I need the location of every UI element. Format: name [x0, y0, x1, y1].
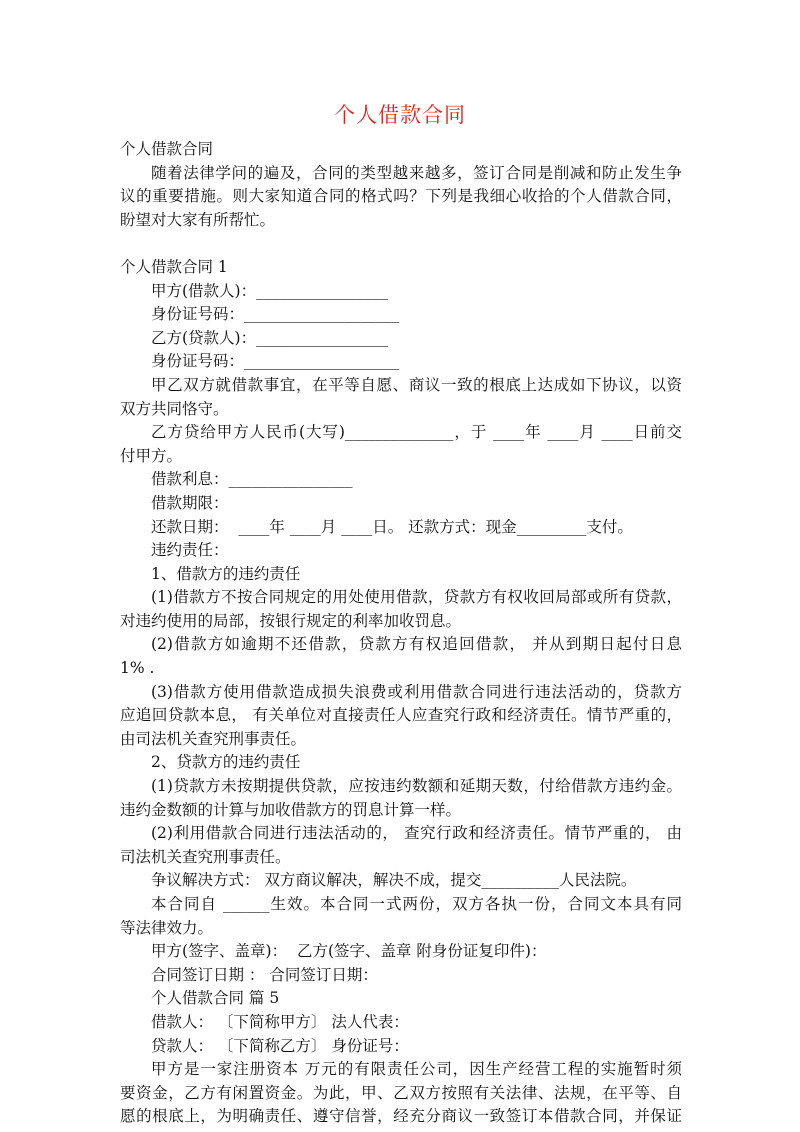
clause-line: 双方共同恪守。	[120, 399, 229, 418]
signature-line: 甲方(签字、盖章)： 乙方(签字、盖章 附身份证复印件)：	[151, 942, 547, 961]
intro-line: 议的重要措施。则大家知道合同的格式吗？下列是我细心收拾的个人借款合同，	[120, 187, 682, 206]
clause-line: (2)利用借款合同进行违法活动的， 查究行政和经济责任。情节严重的， 由	[151, 824, 682, 843]
clause-line: 本合同自 ______生效。本合同一式两份，双方各执一份，合同文本具有同	[151, 895, 682, 913]
section-heading: 1、借款方的违约责任	[151, 564, 301, 583]
clause-line: 由司法机关查究刑事责任。	[120, 729, 307, 748]
signing-date-line: 合同签订日期 ： 合同签订日期：	[151, 965, 378, 984]
document-body	[120, 138, 682, 1129]
borrower-line: 借款人： 〔下简称甲方〕 法人代表：	[151, 1012, 409, 1031]
clause-line: 甲方是一家注册资本 万元的有限责任公司，因生产经营工程的实施暂时须	[151, 1060, 682, 1079]
subtitle-line: 个人借款合同	[120, 140, 214, 158]
id-number-field: 身份证号码：____________________	[151, 352, 400, 371]
clause-line: (1)贷款方未按期提供贷款，应按违约数额和延期天数，付给借款方违约金。	[151, 777, 682, 796]
party-b-lender-field: 乙方(贷款人)：_________________	[151, 328, 388, 347]
clause-line: 应追回贷款本息， 有关单位对直接责任人应查究行政和经济责任。情节严重的，	[120, 706, 682, 725]
blank-line	[120, 232, 682, 256]
section-heading: 个人借款合同 篇 5	[151, 989, 280, 1008]
clause-line: 司法机关查究刑事责任。	[120, 847, 291, 866]
clause-line: 1% .	[120, 659, 155, 678]
interest-field: 借款利息：________________	[151, 470, 353, 489]
clause-line: (2)借款方如逾期不还借款，贷款方有权追回借款， 并从到期日起付日息	[151, 635, 682, 654]
clause-line: 要资金，乙方有闲置资金。为此，甲、乙双方按照有关法律、法规，在平等、自	[120, 1083, 682, 1102]
clause-line: 对违约使用的局部，按银行规定的利率加收罚息。	[120, 611, 462, 630]
clause-line: 甲乙双方就借款事宜，在平等自愿、商议一致的根底上达成如下协议，以资	[151, 375, 682, 394]
term-field: 借款期限：	[151, 493, 229, 512]
intro-line: 随着法律学问的遍及，合同的类型越来越多，签订合同是削减和防止发生争	[151, 163, 682, 182]
clause-line: 违约金数额的计算与加收借款方的罚息计算一样。	[120, 800, 462, 819]
clause-line: 付甲方。	[120, 446, 183, 465]
id-number-field: 身份证号码：____________________	[151, 305, 400, 324]
document-title: 个人借款合同	[334, 103, 466, 127]
intro-line: 盼望对大家有所帮忙。	[120, 210, 276, 229]
repayment-field: 还款日期： ____年 ____月 ____日。 还款方式：现金_________支付。	[151, 517, 633, 536]
clause-line: 乙方贷给甲方人民币(大写)______________，于 ____年 ____月 ____日前交	[151, 423, 682, 442]
clause-line: (3)借款方使用借款造成损失浪费或利用借款合同进行违法活动的，贷款方	[151, 682, 682, 701]
clause-line: 愿的根底上，为明确责任、遵守信誉，经充分商议一致签订本借款合同，并保证	[120, 1107, 682, 1126]
section-heading: 违约责任：	[151, 541, 229, 560]
dispute-resolution-line: 争议解决方式： 双方商议解决，解决不成，提交__________人民法院。	[151, 871, 637, 890]
clause-line: 等法律效力。	[120, 918, 214, 937]
section-heading: 个人借款合同 1	[120, 257, 228, 276]
lender-line: 贷款人： 〔下简称乙方〕 身份证号：	[151, 1036, 409, 1055]
section-heading: 2、贷款方的违约责任	[151, 753, 301, 772]
party-a-borrower-field: 甲方(借款人)：_________________	[151, 281, 388, 300]
clause-line: (1)借款方不按合同规定的用处使用借款，贷款方有权收回局部或所有贷款，	[151, 588, 682, 607]
